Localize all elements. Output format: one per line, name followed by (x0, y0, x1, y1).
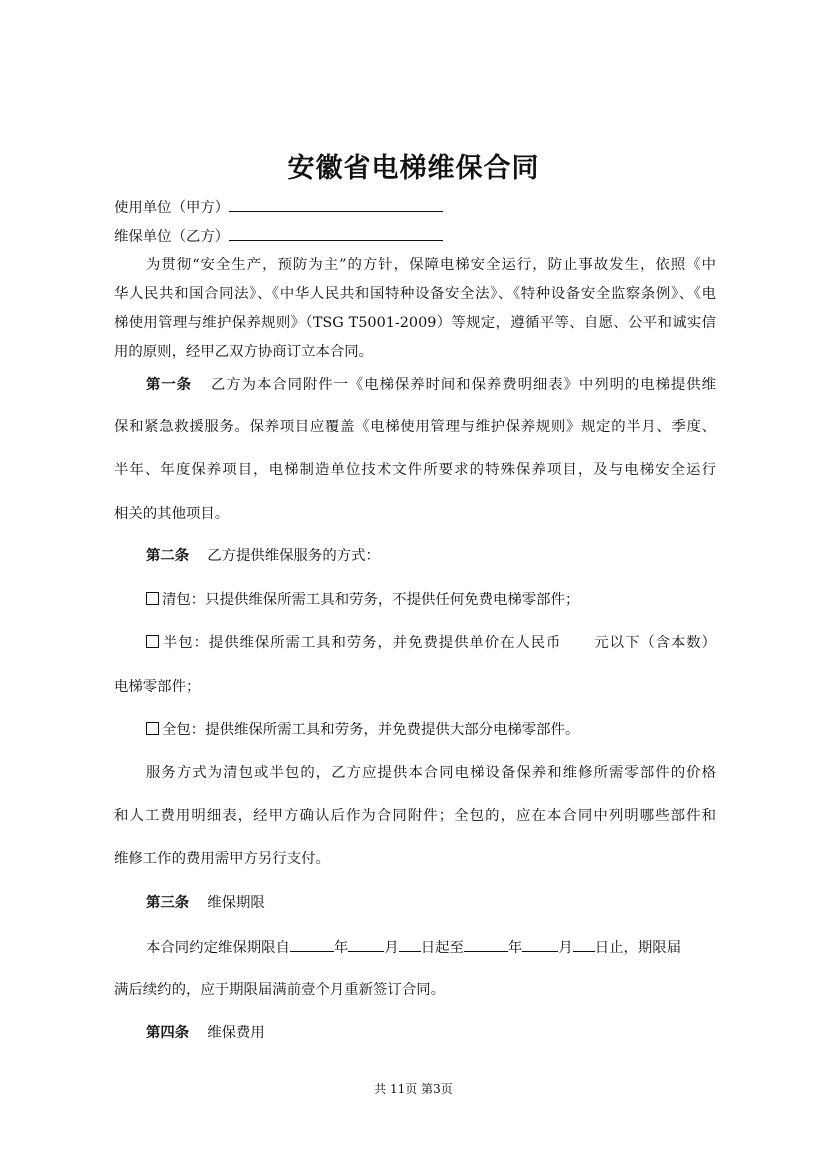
article1-text-1: 乙方为本合同附件一《电梯保养时间和保养费明细表》中列明的电梯提供维 (210, 377, 716, 393)
preamble-line-3: 梯使用管理与维护保养规则》（TSG T5001-2009）等规定，遵循平等、自愿、公平和诚实信 (114, 315, 716, 331)
article3-heading-line (146, 893, 716, 913)
end-day-blank[interactable] (573, 936, 595, 952)
article1-line-1 (146, 375, 716, 395)
article1-heading: 第一条 (146, 376, 192, 393)
preamble-line-1: 为贯彻“安全生产，预防为主”的方针，保障电梯安全运行，防止事故发生，依照《中 (146, 257, 716, 273)
document-title: 安徽省电梯维保合同 (287, 153, 540, 184)
party-b-blank[interactable] (229, 225, 443, 241)
article2-para-line-2: 和人工费用明细表，经甲方确认后作为合同附件；全包的，应在本合同中列明哪些部件和 (114, 808, 716, 824)
page-footer: 共 11页 第3页 (374, 1082, 453, 1096)
article2-para-line-3: 维修工作的费用需甲方另行支付。 (114, 851, 330, 867)
article1-line-4: 相关的其他项目。 (114, 506, 230, 522)
option-banbao-line-2: 电梯零部件； (114, 679, 201, 695)
start-day-blank[interactable] (399, 936, 421, 952)
article3-line-2: 满后续约的，应于期限届满前壹个月重新签订合同。 (114, 982, 445, 998)
checkbox-quanbao[interactable] (146, 722, 159, 735)
term-year-label: 年 (333, 940, 349, 956)
term-month-label-2: 月 (558, 940, 573, 956)
term-from-label: 日起至 (420, 940, 464, 956)
start-year-blank[interactable] (290, 936, 334, 952)
article2-heading: 第二条 (146, 547, 190, 564)
start-month-blank[interactable] (348, 936, 384, 952)
term-text-start: 本合同约定维保期限自 (146, 940, 290, 956)
term-month-label: 月 (384, 940, 399, 956)
option-banbao-text-1: 半包：提供维保所需工具和劳务，并免费提供单价在人民币 (162, 635, 562, 651)
article4-heading: 第四条 (146, 1024, 190, 1041)
preamble-line-4: 用的原则，经甲乙双方协商订立本合同。 (114, 344, 374, 360)
end-month-blank[interactable] (522, 936, 558, 952)
checkbox-qingbao[interactable] (146, 592, 159, 605)
party-b-line (114, 225, 716, 247)
party-a-label: 使用单位（甲方） (114, 200, 230, 216)
article4-title: 维保费用 (207, 1025, 265, 1041)
article4-heading-line (146, 1023, 716, 1043)
option-qingbao-text: 清包：只提供维保所需工具和劳务，不提供任何免费电梯零部件； (162, 592, 580, 608)
article2-intro: 乙方提供维保服务的方式： (207, 548, 380, 564)
preamble-line-2: 华人民共和国合同法》、《中华人民共和国特种设备安全法》、《特种设备安全监察条例》、《电 (114, 286, 716, 302)
party-a-line (114, 196, 716, 218)
term-year-label-2: 年 (507, 940, 523, 956)
option-banbao-text-2: 元以下（含本数） (593, 635, 716, 651)
checkbox-banbao[interactable] (146, 635, 159, 648)
term-to-label: 日止，期限届 (594, 940, 682, 956)
option-quanbao (146, 720, 716, 740)
option-quanbao-text: 全包：提供维保所需工具和劳务，并免费提供大部分电梯零部件。 (162, 722, 580, 738)
article1-line-3: 半年、年度保养项目，电梯制造单位技术文件所要求的特殊保养项目，及与电梯安全运行 (114, 462, 716, 478)
option-full-labor (146, 590, 716, 610)
article3-title: 维保期限 (207, 895, 265, 911)
article2-para-line-1: 服务方式为清包或半包的，乙方应提供本合同电梯设备保养和维修所需零部件的价格 (146, 765, 716, 781)
party-b-label: 维保单位（乙方） (114, 229, 230, 245)
article2-line-1 (146, 546, 716, 566)
option-banbao (146, 633, 716, 653)
article3-term-line (146, 936, 716, 958)
end-year-blank[interactable] (464, 936, 508, 952)
party-a-blank[interactable] (229, 196, 443, 212)
article1-line-2: 保和紧急救援服务。保养项目应覆盖《电梯使用管理与维护保养规则》规定的半月、季度、 (114, 419, 716, 435)
article3-heading: 第三条 (146, 894, 190, 911)
